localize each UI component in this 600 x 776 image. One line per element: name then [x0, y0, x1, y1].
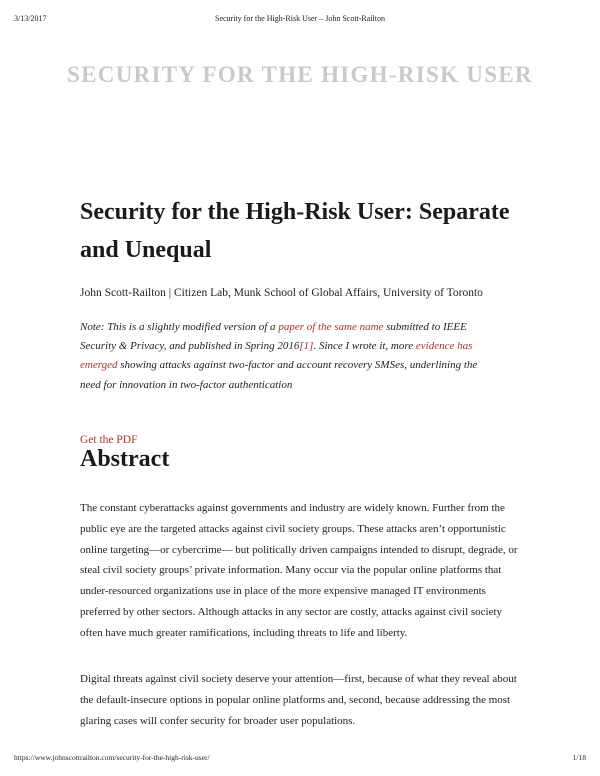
note-text: showing attacks against two-factor and account recovery SMSes, underlining the need for innovation in two-factor authentication: [80, 359, 478, 391]
page-number: 1/18: [572, 753, 586, 762]
note-text: Note: This is a slightly modified version of a: [80, 321, 279, 333]
editor-note: [80, 318, 500, 395]
abstract-heading: Abstract: [80, 446, 170, 472]
note-text: . Since I wrote it, more: [313, 340, 416, 353]
abstract-paragraph: The constant cyberattacks against governments and industry are widely known. Further from the public eye are the targeted attacks against civil society groups. These attacks aren’t opportunistic online targeting—or cybercrime— but politically driven campaigns intended to disrupt, degrade, or steal civil society groups’ private information. Many occur via the popular online platforms that under-resourced organizations use in place of the more expensive managed IT environments preferred by other sectors. Although attacks in any sector are costly, attacks against civil society often have much greater ramifications, including threats to life and liberty.: [80, 502, 518, 639]
note-text: submitted to IEEE Security & Privacy, and published in Spring 2016: [80, 321, 467, 353]
get-pdf-link[interactable]: Get the PDF: [80, 434, 138, 446]
print-document-title: Security for the High-Risk User – John Scott-Railton: [215, 14, 385, 23]
footnote-link[interactable]: [1]: [299, 340, 314, 353]
page-url: https://www.johnscottrailton.com/security-for-the-high-risk-user/: [14, 753, 210, 762]
print-date: 3/13/2017: [14, 14, 47, 23]
site-title[interactable]: SECURITY FOR THE HIGH-RISK USER: [67, 62, 533, 87]
article-title: Security for the High-Risk User: Separate and Unequal: [80, 199, 510, 263]
paper-link[interactable]: paper of the same name: [278, 321, 384, 333]
abstract-paragraph: Digital threats against civil society deserve your attention—first, because of what they reveal about the default-insecure options in popular online platforms and, second, because addressing the most glaring cases will confer security for broader user populations.: [80, 673, 517, 727]
evidence-link[interactable]: evidence has emerged: [80, 340, 473, 372]
author-line: John Scott-Railton | Citizen Lab, Munk School of Global Affairs, University of Toronto: [80, 287, 483, 299]
